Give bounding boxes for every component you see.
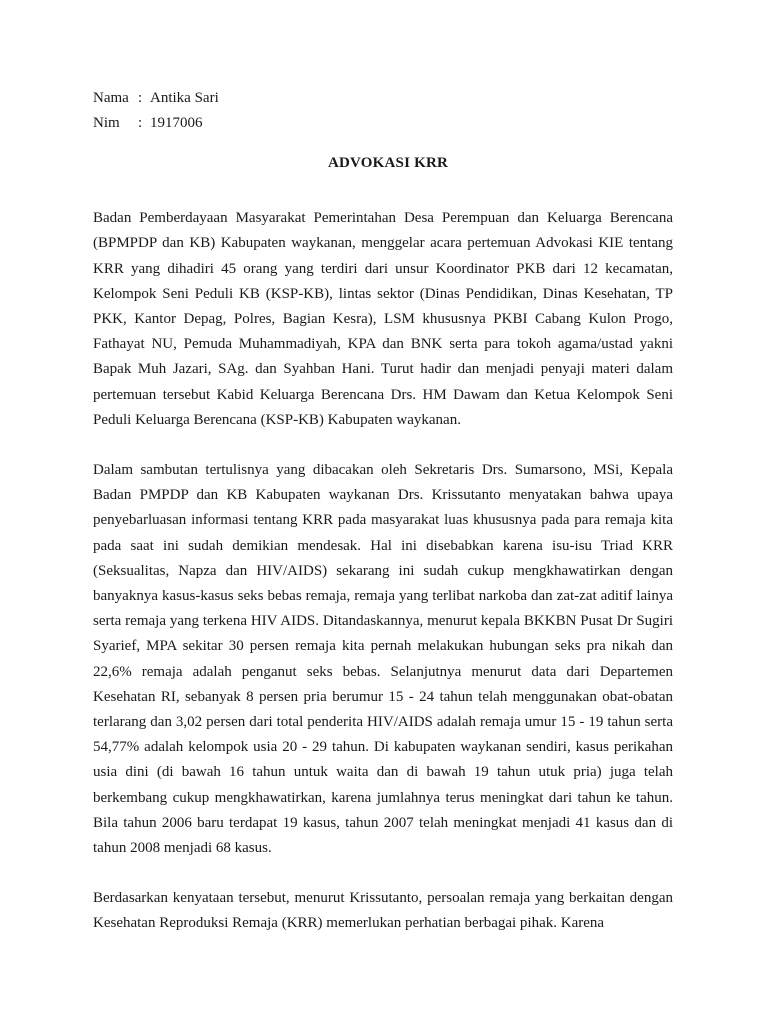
document-page	[93, 86, 673, 962]
name-separator: :	[138, 90, 143, 106]
nim-row	[93, 111, 673, 136]
nim-label: Nim	[93, 115, 120, 131]
paragraph-2: Dalam sambutan tertulisnya yang dibacakan oleh Sekretaris Drs. Sumarsono, MSi, Kepala Badan PMPDP dan KB Kabupaten waykanan Drs. Krissutanto menyatakan bahwa upaya penyebarluasan informasi tentang KRR pada masyarakat luas khususnya pada para remaja kita pada saat ini sudah demikian mendesak. Hal ini disebabkan karena isu-isu Triad KRR (Seksualitas, Napza dan HIV/AIDS) sekarang ini sudah cukup mengkhawatirkan dengan banyaknya kasus-kasus seks bebas remaja, remaja yang terlibat narkoba dan zat-zat aditif lainya serta remaja yang terkena HIV AIDS. Ditandaskannya, menurut kepala BKKBN Pusat Dr Sugiri Syarief, MPA sekitar 30 persen remaja kita pernah melakukan hubungan seks pra nikah dan 22,6% remaja adalah penganut seks bebas. Selanjutnya menurut data dari Departemen Kesehatan RI, sebanyak 8 persen pria berumur 15 - 24 tahun telah menggunakan obat-obatan terlarang dan 3,02 persen dari total penderita HIV/AIDS adalah remaja umur 15 - 19 tahun serta 54,77% adalah kelompok usia 20 - 29 tahun. Di kabupaten waykanan sendiri, kasus perikahan usia dini (di bawah 16 tahun untuk waita dan di bawah 19 tahun utuk pria) juga telah berkembang cukup mengkhawatirkan, karena jumlahnya terus meningkat dari tahun ke tahun. Bila tahun 2006 baru terdapat 19 kasus, tahun 2007 telah meningkat menjadi 41 kasus dan di tahun 2008 menjadi 68 kasus.	[93, 462, 673, 857]
name-row	[93, 86, 673, 111]
name-value: Antika Sari	[150, 90, 219, 106]
name-label: Nama	[93, 90, 129, 106]
nim-separator: :	[138, 115, 143, 131]
paragraph-3: Berdasarkan kenyataan tersebut, menurut Krissutanto, persoalan remaja yang berkaitan dengan Kesehatan Reproduksi Remaja (KRR) memerlukan perhatian berbagai pihak. Karena	[93, 890, 673, 932]
nim-value: 1917006	[150, 115, 203, 131]
paragraph-1: Badan Pemberdayaan Masyarakat Pemerintahan Desa Perempuan dan Keluarga Berencana (BPMPDP dan KB) Kabupaten waykanan, menggelar acara pertemuan Advokasi KIE tentang KRR yang dihadiri 45 orang yang terdiri dari unsur Koordinator PKB dari 12 kecamatan, Kelompok Seni Peduli KB (KSP-KB), lintas sektor (Dinas Pendidikan, Dinas Kesehatan, TP PKK, Kantor Depag, Polres, Bagian Kesra), LSM khususnya PKBI Cabang Kulon Progo, Fathayat NU, Pemuda Muhammadiyah, KPA dan BNK serta para tokoh agama/ustad yakni Bapak Muh Jazari, SAg. dan Syahban Hani. Turut hadir dan menjadi penyaji materi dalam pertemuan tersebut Kabid Keluarga Berencana Drs. HM Dawam dan Ketua Kelompok Seni Peduli Keluarga Berencana (KSP-KB) Kabupaten waykanan.	[93, 210, 673, 428]
document-title: ADVOKASI KRR	[327, 155, 449, 171]
